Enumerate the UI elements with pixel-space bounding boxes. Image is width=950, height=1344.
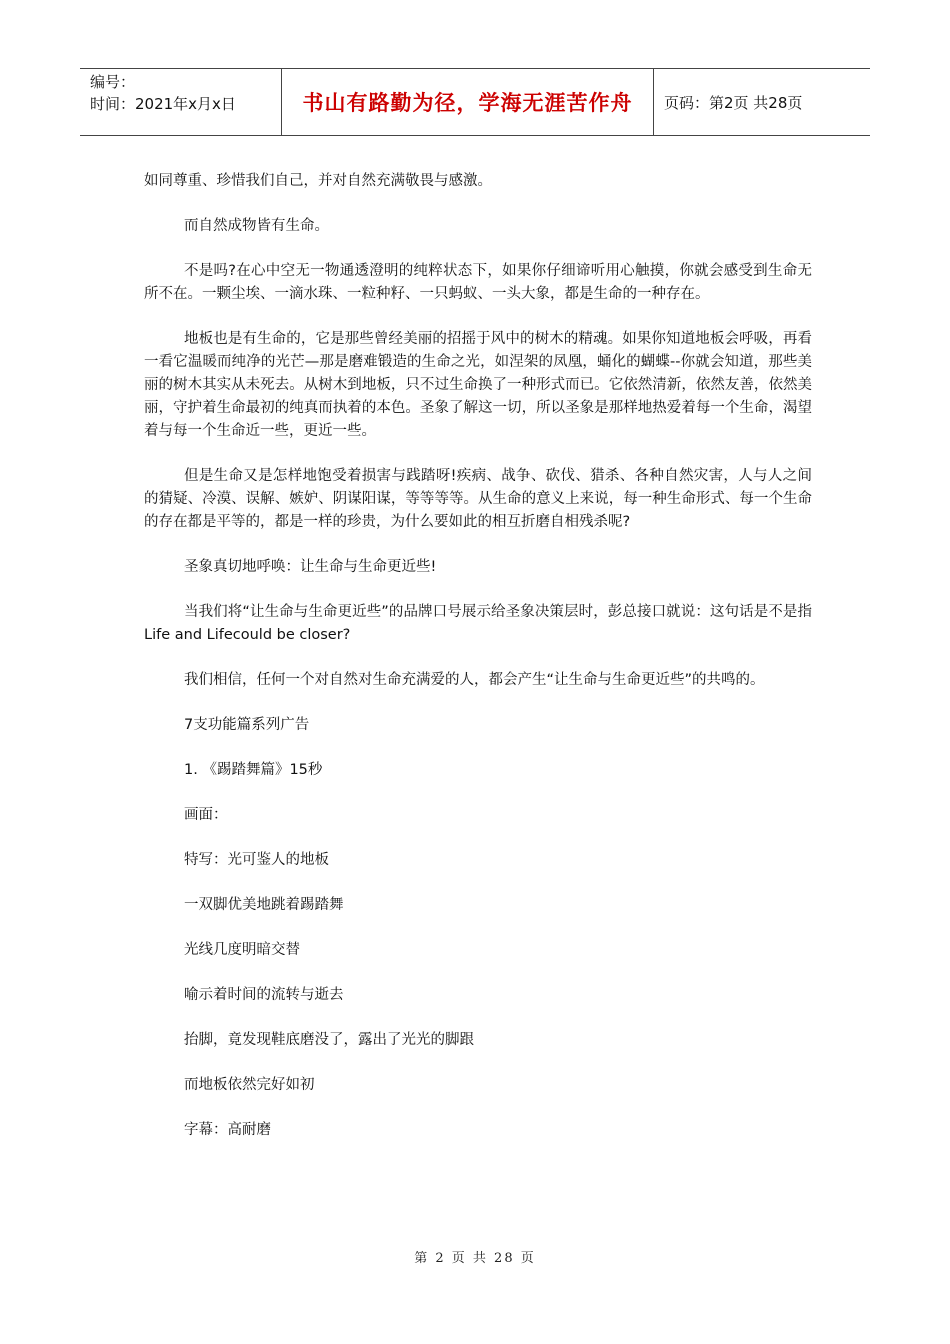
footer-page-number: 第 2 页 共 28 页: [414, 1251, 536, 1266]
paragraph: 地板也是有生命的，它是那些曾经美丽的招摇于风中的树木的精魂。如果你知道地板会呼吸，再看一看它温暖而纯净的光芒—那是磨难锻造的生命之光，如涅架的凤凰，蛹化的蝴蝶--你就会知道，那些美丽的树木其实从未死去。从树木到地板，只不过生命换了一种形式而已。它依然清新，依然友善，依然美丽，守护着生命最初的纯真而执着的本色。圣象了解这一切，所以圣象是那样地热爱着每一个生命，渴望着与每一个生命近一些，更近一些。: [144, 331, 812, 439]
list-line: 而地板依然完好如初: [184, 1077, 315, 1093]
list-line: 7支功能篇系列广告: [184, 717, 310, 733]
document-body: [144, 170, 812, 1164]
list-line: 画面：: [184, 807, 228, 823]
paragraph: 当我们将“让生命与生命更近些”的品牌口号展示给圣象决策层时，彭总接口就说：这句话是不是指Life and Lifecould be closer?: [144, 604, 812, 643]
list-line: 特写：光可鉴人的地板: [184, 852, 329, 868]
list-line: 一双脚优美地跳着踢踏舞: [184, 897, 344, 913]
paragraph: 但是生命又是怎样地饱受着损害与践踏呀!疾病、战争、砍伐、猎杀、各种自然灾害，人与人之间的猜疑、冷漠、误解、嫉妒、阴谋阳谋，等等等等。从生命的意义上来说，每一种生命形式、每一个生命的存在都是平等的，都是一样的珍贵，为什么要如此的相互折磨自相残杀呢?: [144, 468, 812, 530]
page-footer: [0, 1247, 950, 1266]
list-line: 1. 《踢踏舞篇》15秒: [184, 762, 323, 778]
list-line: 字幕：高耐磨: [184, 1122, 271, 1138]
motto-text: 书山有路勤为径，学海无涯苦作舟: [302, 91, 633, 115]
paragraph: 不是吗?在心中空无一物通透澄明的纯粹状态下，如果你仔细谛听用心触摸，你就会感受到生命无所不在。一颗尘埃、一滴水珠、一粒种籽、一只蚂蚁、一头大象，都是生命的一种存在。: [144, 263, 812, 302]
header-page-info: [654, 69, 870, 135]
page-info-text: 页码：第2页 共28页: [664, 93, 803, 112]
list-line: 光线几度明暗交替: [184, 942, 300, 958]
header-meta: [80, 69, 282, 135]
time-label: 时间：2021年x月x日: [90, 95, 236, 113]
list-line: 喻示着时间的流转与逝去: [184, 987, 344, 1003]
paragraph: 我们相信，任何一个对自然对生命充满爱的人，都会产生“让生命与生命更近些”的共鸣的。: [184, 672, 765, 688]
paragraph: 如同尊重、珍惜我们自己，并对自然充满敬畏与感激。: [144, 173, 492, 189]
page-header: [80, 68, 870, 136]
number-label: 编号：: [90, 73, 136, 91]
paragraph: 而自然成物皆有生命。: [184, 218, 329, 234]
list-line: 抬脚，竟发现鞋底磨没了，露出了光光的脚跟: [184, 1032, 474, 1048]
paragraph: 圣象真切地呼唤：让生命与生命更近些!: [184, 559, 437, 575]
header-motto: [282, 69, 654, 135]
